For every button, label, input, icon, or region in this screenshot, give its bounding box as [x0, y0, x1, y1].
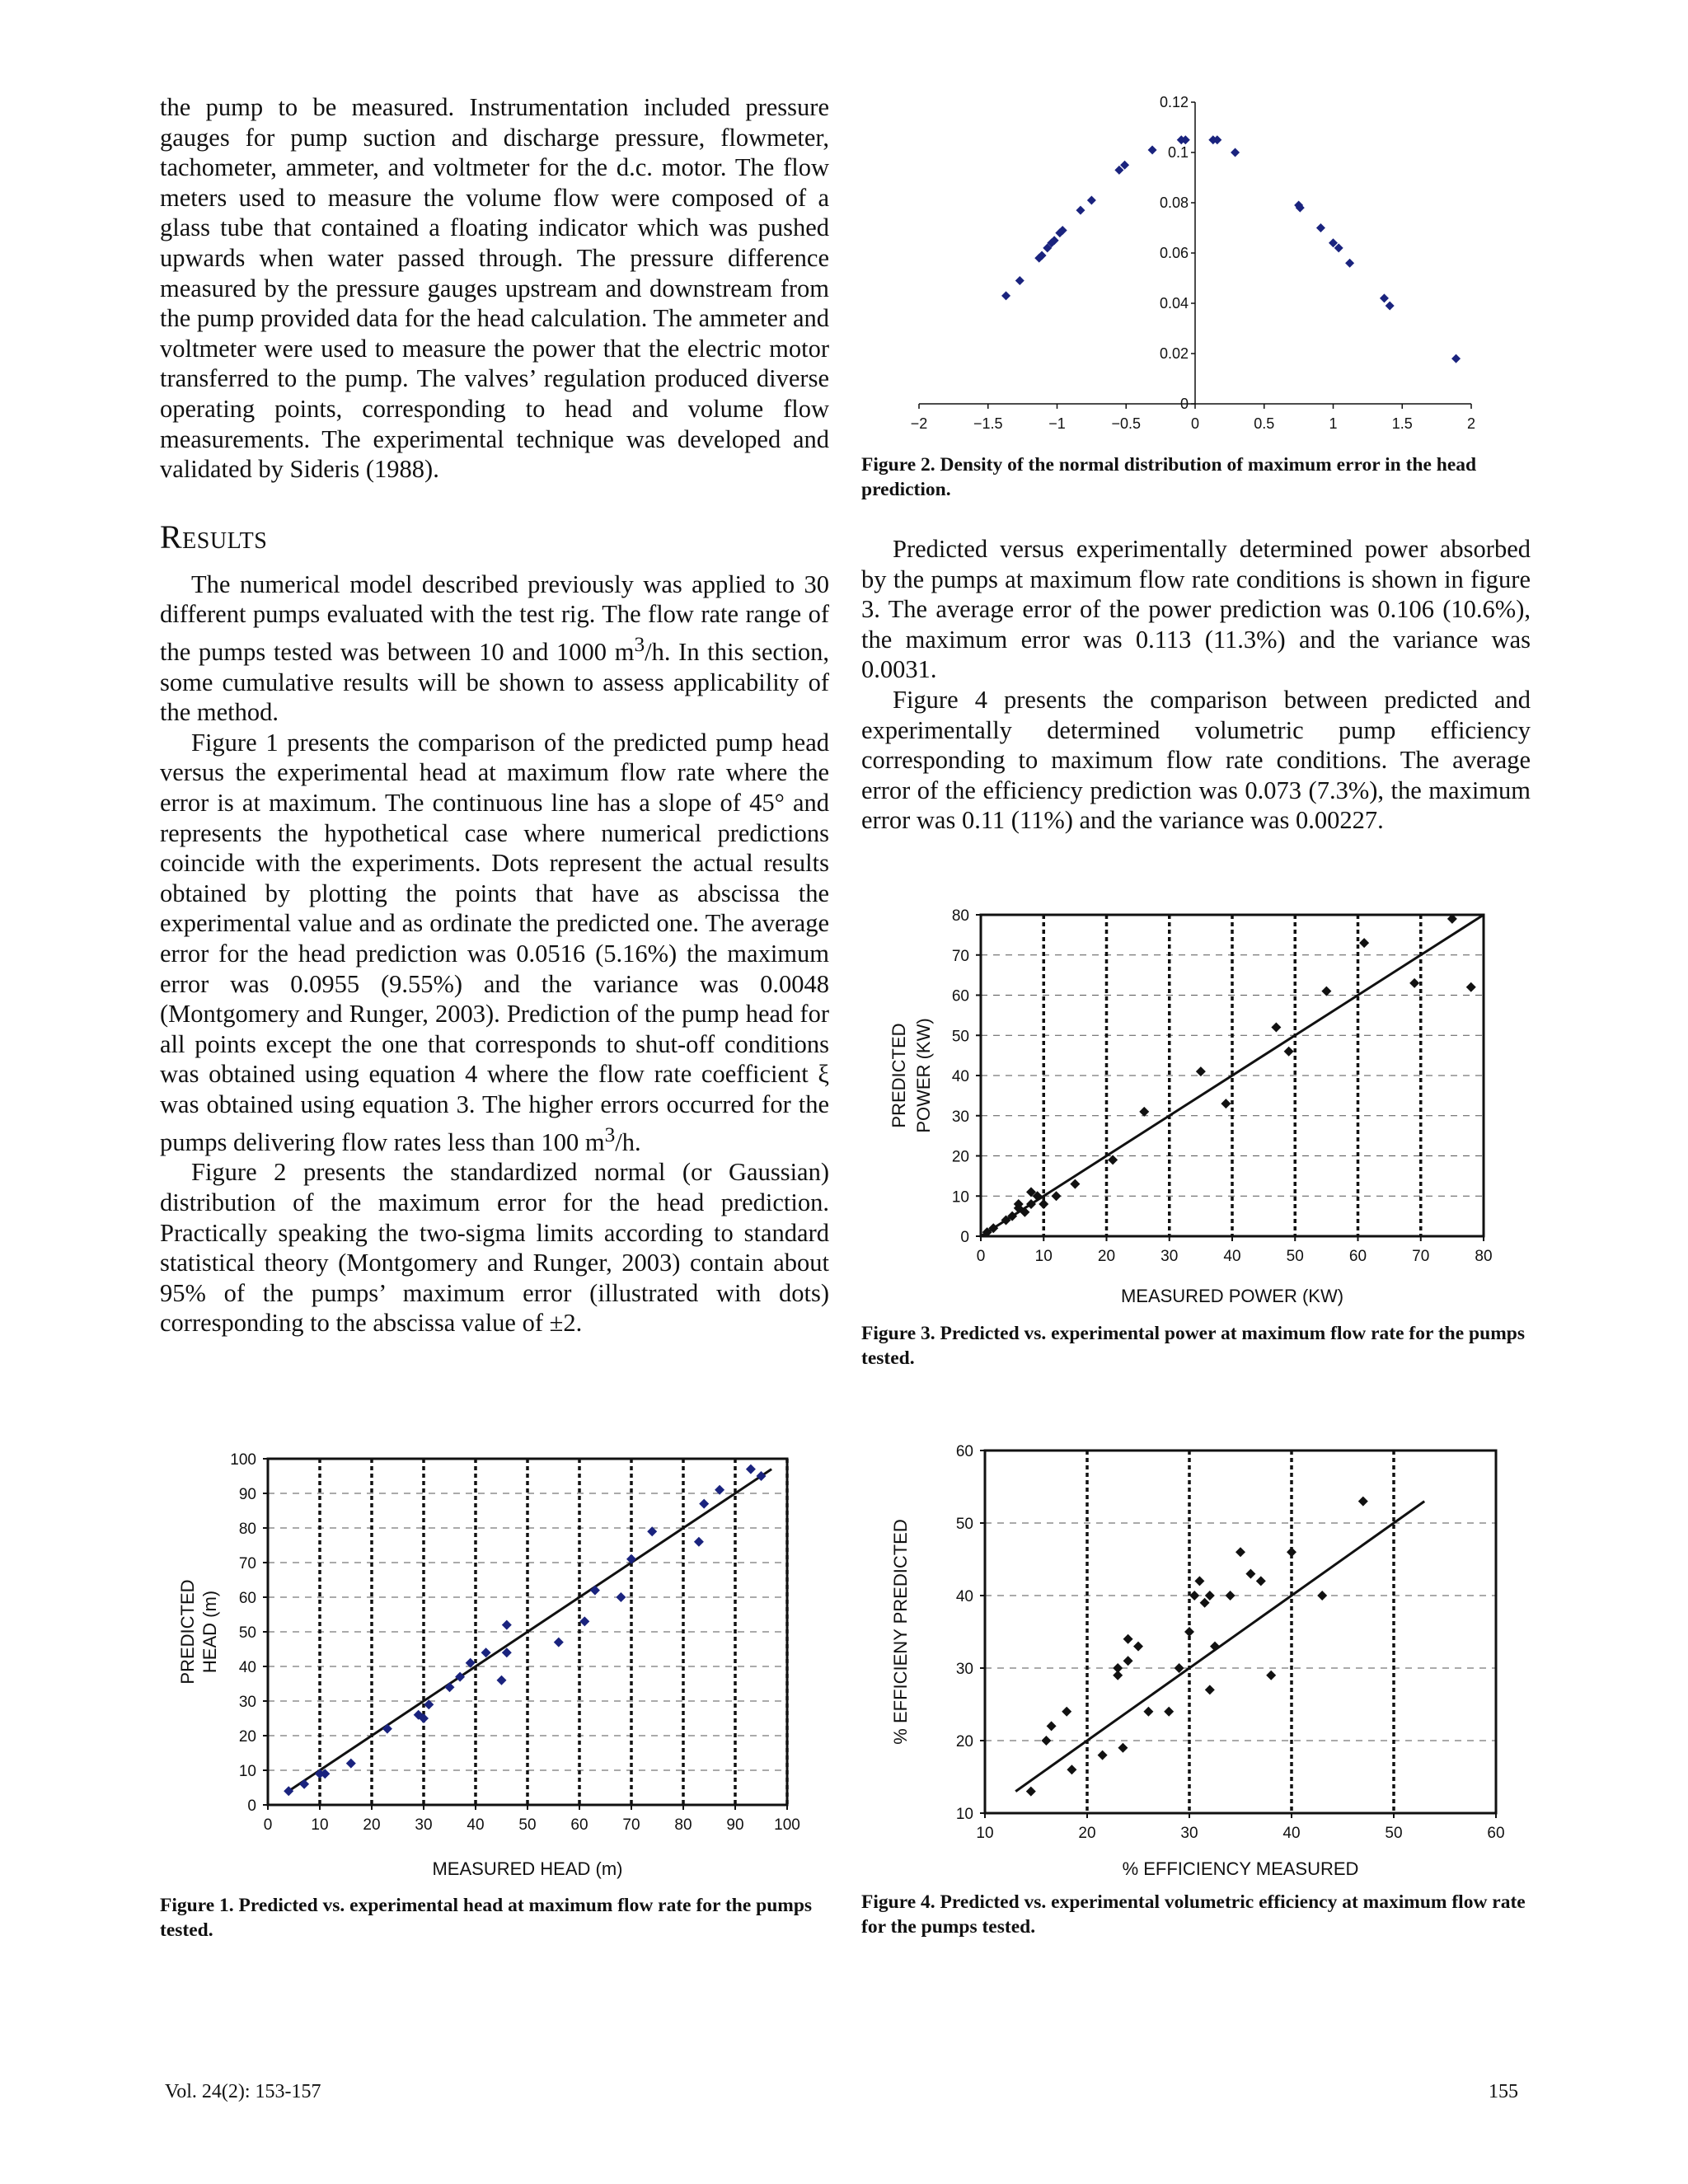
x-axis-label: % EFFICIENCY MEASURED — [1122, 1858, 1359, 1879]
data-point — [746, 1465, 756, 1474]
y-tick-label: 70 — [951, 947, 969, 965]
x-tick-label: 90 — [726, 1816, 744, 1834]
x-axis-label: MEASURED HEAD (m) — [432, 1858, 623, 1879]
y-tick-label: 50 — [955, 1516, 973, 1533]
y-tick-label: 0.08 — [1159, 194, 1189, 211]
x-tick-label: 40 — [467, 1816, 485, 1834]
x-tick-label: 60 — [1348, 1248, 1367, 1265]
y-tick-label: 20 — [238, 1728, 256, 1746]
data-point — [1113, 1663, 1123, 1673]
x-tick-label: 20 — [363, 1816, 381, 1834]
y-tick-label: 0.02 — [1159, 345, 1189, 362]
x-tick-label: 80 — [674, 1816, 692, 1834]
x-tick-label: 0.5 — [1254, 415, 1275, 432]
y-axis-label: POWER (KW) — [913, 1018, 934, 1133]
x-tick-label: −1.5 — [973, 415, 1003, 432]
data-point — [1210, 1642, 1220, 1652]
paragraph-figure-1-discussion — [160, 728, 829, 1157]
reference-line-45-degree — [288, 1469, 771, 1792]
x-tick-label: 0 — [1190, 415, 1200, 432]
data-point — [1245, 1569, 1255, 1579]
footer-volume: Vol. 24(2): 153-157 — [165, 2081, 321, 2102]
data-point — [1143, 1707, 1153, 1717]
data-point — [497, 1675, 507, 1685]
data-point — [1118, 1743, 1128, 1753]
data-point — [1466, 982, 1476, 992]
x-tick-label: 40 — [1282, 1825, 1301, 1842]
y-tick-label: 20 — [951, 1148, 969, 1166]
data-point — [445, 1682, 455, 1692]
paragraph-instrumentation: the pump to be measured. Instrumentation included pressure gauges for pump suction and discharge pressure, flowmeter, tachometer, ammeter, and voltmeter for the d.c. motor. The flow meters used to measure the volume flow were composed of a glass tube that contained a floating indicator which was pushed upwards when water passed through. The pressure difference measured by the pressure gauges upstream and downstream from the pump provided data for the head calculation. The ammeter and voltmeter were used to measure the power that the electric motor transferred to the pump. The valves’ regulation produced diverse operating points, corresponding to head and volume flow measurements. The experimental technique was developed and validated by Sideris (1988). — [160, 93, 829, 484]
data-point — [1052, 1191, 1062, 1201]
superscript: 3 — [634, 632, 645, 656]
x-tick-label: 2 — [1466, 415, 1476, 432]
paragraph-figure-2-discussion: Figure 2 presents the standardized normal (or Gaussian) distribution of the maximum error for the head prediction. Practically speaking the two-sigma limits according to standard statistical theory (Montgomery and Runger, 2003) contain about 95% of the pumps’ maximum error (illustrated with dots) corresponding to the abscissa value of ±2. — [160, 1158, 829, 1338]
y-tick-label: 70 — [238, 1555, 256, 1572]
data-point — [1139, 1107, 1149, 1117]
y-tick-label: 0 — [1179, 396, 1189, 412]
x-tick-label: 100 — [774, 1816, 800, 1834]
data-point — [1200, 1598, 1210, 1608]
x-tick-label: 60 — [570, 1816, 588, 1834]
x-tick-label: −2 — [910, 415, 928, 432]
figure-3-chart — [882, 898, 1533, 1319]
data-point — [1123, 1634, 1133, 1644]
data-point — [616, 1592, 626, 1602]
data-point — [554, 1638, 564, 1647]
x-tick-label: 30 — [1160, 1248, 1179, 1265]
x-tick-label: 50 — [1385, 1825, 1403, 1842]
data-point — [1358, 1497, 1368, 1507]
data-point — [1226, 1591, 1236, 1601]
data-point — [1098, 1750, 1108, 1760]
y-tick-label: 0.1 — [1167, 144, 1189, 161]
y-tick-label: 50 — [951, 1028, 969, 1046]
data-point — [1148, 145, 1157, 154]
data-point — [1236, 1547, 1245, 1557]
y-tick-label: 40 — [951, 1068, 969, 1085]
data-point — [1266, 1671, 1276, 1680]
data-point — [1087, 195, 1096, 204]
data-point — [590, 1586, 600, 1596]
figure-1-chart — [177, 1446, 828, 1883]
data-point — [694, 1537, 704, 1547]
data-point — [1194, 1576, 1204, 1586]
data-point — [1041, 1736, 1051, 1746]
y-tick-label: 100 — [230, 1451, 256, 1469]
text-run: /h. In this section, some cumulative results will be shown to assess applicability of the method. — [160, 638, 829, 727]
x-tick-label: 1.5 — [1391, 415, 1413, 432]
data-point — [1076, 206, 1085, 215]
figure-2-chart — [898, 92, 1525, 447]
data-point — [1062, 1707, 1071, 1717]
y-tick-label: 40 — [955, 1588, 973, 1605]
data-point — [1189, 1591, 1199, 1601]
text-run: /h. — [615, 1127, 641, 1156]
data-point — [1345, 259, 1354, 268]
data-point — [1359, 938, 1369, 948]
figure-1-caption: Figure 1. Predicted vs. experimental head at maximum flow rate for the pumps tested. — [160, 1895, 813, 1941]
data-point — [579, 1616, 589, 1626]
data-point — [382, 1724, 392, 1734]
x-tick-label: 10 — [1034, 1248, 1053, 1265]
x-tick-label: 60 — [1487, 1825, 1505, 1842]
y-tick-label: 0.12 — [1159, 94, 1189, 110]
data-point — [1271, 1023, 1281, 1033]
y-tick-label: 90 — [238, 1486, 256, 1503]
x-tick-label: 50 — [1286, 1248, 1304, 1265]
text-run: The numerical model described previously was applied to 30 different pumps evaluated with the test rig. The flow rate range of the pumps tested was between 10 and 1000 m — [160, 569, 829, 667]
y-tick-label: 60 — [951, 987, 969, 1005]
text-run: Figure 1 presents the comparison of the predicted pump head versus the experimental head at maximum flow rate where the error is at maximum. The continuous line has a slope of 45° and represents the hypothetical case where numerical predictions coincide with the experiments. Dots represent the actual results obtained by plotting the points that have as abscissa the experimental value and as ordinate the predicted one. The average error for the head prediction was 0.0516 (5.16%) the maximum error was 0.0955 (9.55%) and the variance was 0.0048 (Montgomery and Runger, 2003). Prediction of the pump head for all points except the one that corresponds to shut-off conditions was obtained using equation 4 where the flow rate coefficient ξ was obtained using equation 3. The higher errors occurred for the pumps delivering flow rates less than 100 m — [160, 728, 829, 1156]
x-tick-label: 40 — [1223, 1248, 1241, 1265]
figure-4-chart — [882, 1430, 1533, 1883]
superscript: 3 — [604, 1122, 616, 1146]
data-point — [1221, 1099, 1231, 1108]
data-point — [1317, 1591, 1327, 1601]
data-point — [1205, 1685, 1215, 1694]
data-point — [502, 1620, 512, 1630]
data-point — [1070, 1179, 1080, 1189]
page-number: 155 — [1489, 2081, 1518, 2102]
figure-3-caption: Figure 3. Predicted vs. experimental power at maximum flow rate for the pumps tested. — [861, 1323, 1525, 1369]
data-point — [299, 1779, 309, 1789]
y-tick-label: 30 — [951, 1108, 969, 1126]
y-axis-label: PREDICTED — [177, 1579, 198, 1685]
data-point — [1205, 1591, 1215, 1601]
y-tick-label: 20 — [955, 1733, 973, 1750]
data-point — [1133, 1642, 1143, 1652]
y-tick-label: 0 — [247, 1797, 256, 1815]
x-tick-label: 0 — [263, 1816, 273, 1834]
data-point — [1123, 1656, 1133, 1666]
data-point — [1026, 1787, 1036, 1797]
x-tick-label: 30 — [415, 1816, 433, 1834]
figure-4-caption: Figure 4. Predicted vs. experimental volumetric efficiency at maximum flow rate for the pumps tested. — [861, 1891, 1526, 1938]
paragraph-figure-4-discussion: Figure 4 presents the comparison between predicted and experimentally determined volumetric pump efficiency corresponding to maximum flow rate conditions. The average error of the efficiency prediction was 0.073 (7.3%), the maximum error was 0.11 (11%) and the variance was 0.00227. — [861, 685, 1531, 835]
x-tick-label: 10 — [976, 1825, 994, 1842]
data-point — [1256, 1576, 1266, 1586]
data-point — [1039, 1199, 1048, 1209]
data-point — [1409, 978, 1419, 988]
data-point — [1184, 1627, 1194, 1637]
data-point — [1321, 987, 1331, 996]
y-tick-label: 10 — [238, 1763, 256, 1780]
data-point — [1015, 276, 1025, 285]
x-tick-label: 70 — [622, 1816, 640, 1834]
x-tick-label: 30 — [1180, 1825, 1198, 1842]
left-column — [160, 92, 829, 1338]
data-point — [1164, 1707, 1174, 1717]
x-tick-label: 10 — [311, 1816, 329, 1834]
data-point — [1067, 1765, 1076, 1774]
data-point — [1284, 1047, 1294, 1057]
paragraph-figure-3-discussion: Predicted versus experimentally determined power absorbed by the pumps at maximum flow rate conditions is shown in figure 3. The average error of the power prediction was 0.106 (10.6%), the maximum error was 0.113 (11.3%) and the variance was 0.0031. — [861, 535, 1531, 684]
x-tick-label: 70 — [1412, 1248, 1430, 1265]
data-point — [1047, 1721, 1057, 1731]
data-point — [1108, 1155, 1118, 1165]
data-point — [1386, 302, 1395, 311]
y-tick-label: 0 — [960, 1229, 969, 1246]
y-tick-label: 40 — [238, 1659, 256, 1676]
y-tick-label: 10 — [951, 1188, 969, 1207]
data-point — [1231, 148, 1240, 157]
y-tick-label: 60 — [238, 1590, 256, 1607]
x-tick-label: 20 — [1078, 1825, 1096, 1842]
data-point — [1316, 223, 1325, 232]
data-point — [346, 1759, 356, 1769]
x-tick-label: 0 — [976, 1248, 986, 1265]
data-point — [1287, 1547, 1296, 1557]
y-tick-label: 60 — [955, 1443, 973, 1460]
y-tick-label: 30 — [955, 1661, 973, 1678]
x-axis-label: MEASURED POWER (KW) — [1120, 1286, 1344, 1306]
y-tick-label: 80 — [238, 1521, 256, 1538]
y-tick-label: 80 — [951, 907, 969, 925]
paragraph-results-intro — [160, 569, 829, 728]
y-tick-label: 0.06 — [1159, 245, 1189, 261]
x-tick-label: −0.5 — [1111, 415, 1142, 432]
data-point — [1451, 354, 1461, 363]
figure-2-caption: Figure 2. Density of the normal distribution of maximum error in the head prediction. — [861, 454, 1477, 500]
reference-line-45-degree — [1015, 1502, 1424, 1792]
x-tick-label: 20 — [1097, 1248, 1116, 1265]
x-tick-label: 1 — [1329, 415, 1338, 432]
y-tick-label: 10 — [955, 1806, 973, 1823]
y-tick-label: 0.04 — [1159, 295, 1189, 312]
data-point — [699, 1499, 709, 1509]
x-tick-label: 80 — [1475, 1248, 1493, 1265]
data-point — [1196, 1066, 1206, 1076]
y-axis-label: HEAD (m) — [199, 1590, 220, 1674]
x-tick-label: 50 — [518, 1816, 537, 1834]
right-column — [861, 534, 1531, 836]
y-axis-label: PREDICTED — [889, 1023, 909, 1128]
y-tick-label: 30 — [238, 1694, 256, 1711]
y-tick-label: 50 — [238, 1624, 256, 1642]
section-heading-results: Results — [160, 518, 268, 555]
data-point — [1380, 293, 1389, 302]
data-point — [1001, 291, 1010, 300]
y-axis-label: % EFFICIENY PREDICTED — [890, 1519, 911, 1745]
x-tick-label: −1 — [1048, 415, 1066, 432]
